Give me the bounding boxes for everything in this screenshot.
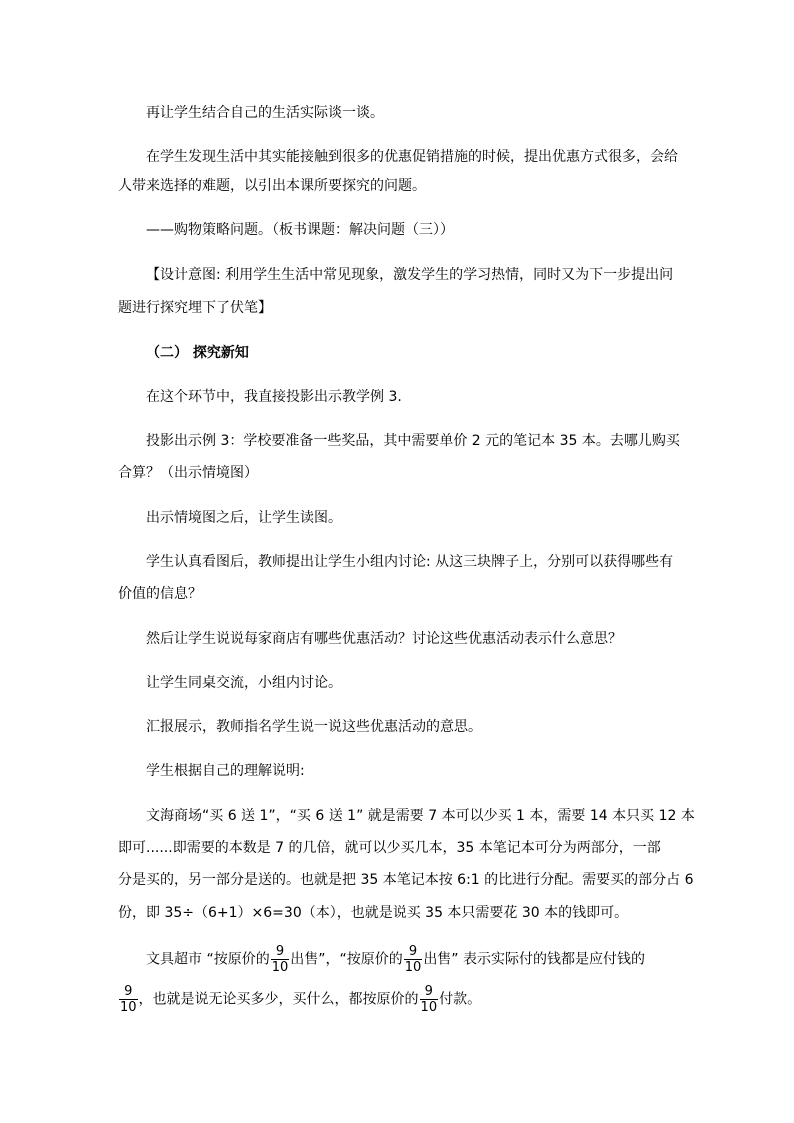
paragraph-line: 合算？（出示情境图） bbox=[118, 465, 258, 481]
fraction bbox=[271, 944, 290, 975]
text-segment: 付款。 bbox=[439, 991, 482, 1008]
paragraph: 出示情境图之后，让学生读图。 bbox=[146, 510, 342, 526]
fraction-denominator: 10 bbox=[271, 960, 289, 975]
paragraph-line: 文海商场“买 6 送 1”，“买 6 送 1” 就是需要 7 本可以少买 1 本，需要 14 本只买 12 本 bbox=[146, 808, 695, 824]
paragraph: 再让学生结合自己的生活实际谈一谈。 bbox=[146, 105, 384, 121]
paragraph-line: 【设计意图: 利用学生生活中常见现象，激发学生的学习热情，同时又为下一步提出问 bbox=[146, 267, 674, 283]
text-segment: 文具超市 “按原价的 bbox=[146, 951, 270, 968]
paragraph-line: 在学生发现生活中其实能接触到很多的优惠促销措施的时候，提出优惠方式很多，会给 bbox=[146, 149, 678, 165]
fraction bbox=[119, 984, 138, 1015]
paragraph: 学生根据自己的理解说明: bbox=[146, 763, 305, 779]
fraction-denominator: 10 bbox=[120, 1000, 137, 1015]
fraction bbox=[404, 944, 423, 975]
fraction-numerator: 9 bbox=[119, 984, 138, 1000]
paragraph-line: 题进行探究埋下了伏笔】 bbox=[118, 300, 272, 316]
paragraph: 汇报展示，教师指名学生说一说这些优惠活动的意思。 bbox=[146, 719, 482, 735]
paragraph-line-fraction bbox=[118, 984, 481, 1015]
text-segment: 出售”，“按原价的 bbox=[290, 951, 403, 968]
paragraph-line: 份，即 35÷（6+1）×6=30（本），也就是说买 35 本只需要花 30 本的钱即可。 bbox=[118, 905, 629, 921]
paragraph-line: 学生认真看图后，教师提出让学生小组内讨论: 从这三块牌子上，分别可以获得哪些有 bbox=[146, 554, 674, 570]
paragraph-line: 投影出示例 3：学校要准备一些奖品，其中需要单价 2 元的笔记本 35 本。去哪儿购买 bbox=[146, 433, 680, 449]
fraction-numerator: 9 bbox=[420, 984, 439, 1000]
fraction-numerator: 9 bbox=[271, 944, 290, 960]
paragraph-line: 价值的信息？ bbox=[118, 586, 202, 602]
paragraph-line: 人带来选择的难题，以引出本课所要探究的问题。 bbox=[118, 178, 426, 194]
fraction-denominator: 10 bbox=[404, 960, 422, 975]
text-segment: 出售” 表示实际付的钱都是应付钱的 bbox=[423, 951, 646, 968]
paragraph-line: 分是买的，另一部分是送的。也就是把 35 本笔记本按 6:1 的比进行分配。需要买的部分占 6 bbox=[118, 872, 694, 888]
section-heading: （二） 探究新知 bbox=[146, 345, 249, 361]
fraction-numerator: 9 bbox=[404, 944, 423, 960]
paragraph-line-fraction bbox=[146, 944, 645, 975]
paragraph: 在这个环节中，我直接投影出示教学例 3. bbox=[146, 389, 402, 405]
paragraph-line: 即可......即需要的本数是 7 的几倍，就可以少买几本，35 本笔记本可分为两部分，一部 bbox=[118, 840, 661, 856]
paragraph: 让学生同桌交流，小组内讨论。 bbox=[146, 675, 342, 691]
fraction-denominator: 10 bbox=[420, 1000, 438, 1015]
paragraph: 然后让学生说说每家商店有哪些优惠活动？讨论这些优惠活动表示什么意思？ bbox=[146, 631, 622, 647]
paragraph: ——购物策略问题。（板书课题：解决问题（三）） bbox=[146, 222, 454, 238]
text-segment: ，也就是说无论买多少，买什么，都按原价的 bbox=[138, 991, 419, 1008]
fraction bbox=[420, 984, 439, 1015]
